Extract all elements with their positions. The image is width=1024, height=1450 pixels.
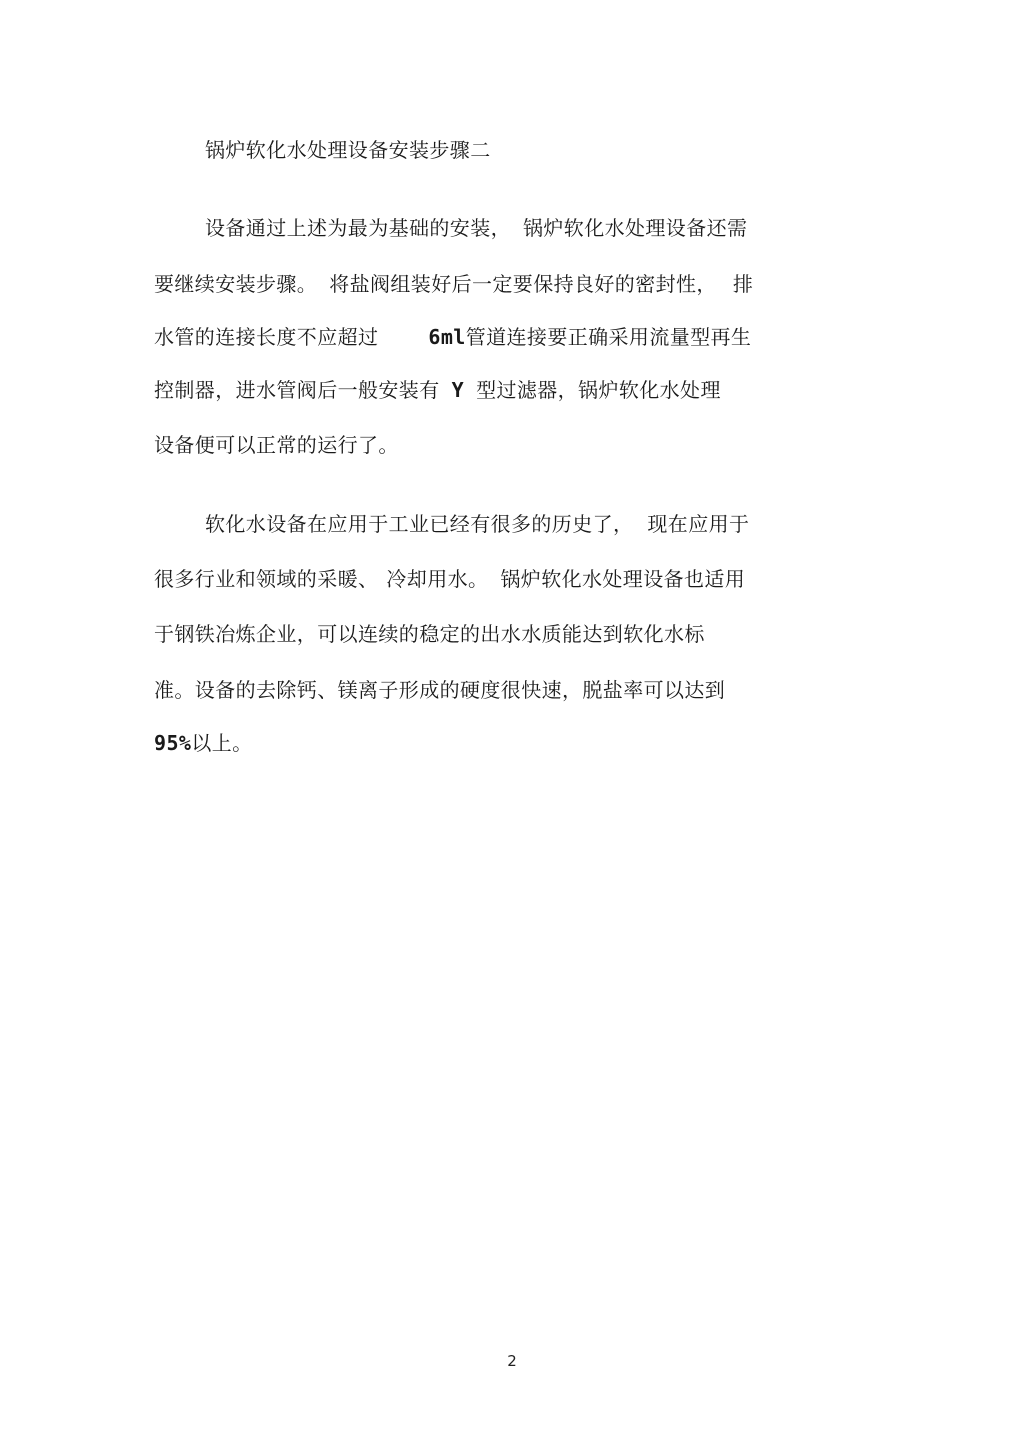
paragraph-1-line-3 xyxy=(154,324,751,350)
text-segment: 型过滤器，锅炉软化水处理 xyxy=(476,378,721,402)
text-segment: 排 xyxy=(732,272,754,296)
text-segment: 控制器，进水管阀后一般安装有 xyxy=(154,378,440,402)
text-segment: 软化水设备在应用于工业已经有很多的历史了， xyxy=(205,512,634,536)
text-segment: 准。设备的去除钙、镁离子形成的硬度很快速，脱盐率可以达到 xyxy=(154,678,726,702)
text-segment: 锅炉软化水处理设备也适用 xyxy=(500,567,746,591)
text-segment: 水管的连接长度不应超过 xyxy=(154,325,379,349)
text-segment: 设备便可以正常的运行了。 xyxy=(154,433,399,457)
text-segment-bold: 6ml xyxy=(428,325,466,349)
page-number: 2 xyxy=(507,1352,517,1370)
paragraph-1-line-4 xyxy=(154,377,721,403)
text-segment: 以上。 xyxy=(191,731,253,755)
text-segment: 冷却用水。 xyxy=(386,567,489,591)
paragraph-1-line-2 xyxy=(154,271,753,297)
paragraph-2-line-1 xyxy=(205,511,749,537)
text-segment-bold: 95% xyxy=(154,731,192,755)
paragraph-2-line-4 xyxy=(154,677,725,703)
text-segment: 设备通过上述为最为基础的安装， xyxy=(205,216,511,240)
text-segment: 于钢铁冶炼企业，可以连续的稳定的出水水质能达到软化水标 xyxy=(154,622,705,646)
text-segment: 将盐阀组装好后一定要保持良好的密封性， xyxy=(329,272,717,296)
document-title xyxy=(205,137,491,163)
paragraph-1-line-1 xyxy=(205,215,747,241)
paragraph-2-line-3 xyxy=(154,621,705,647)
paragraph-2-line-5 xyxy=(154,730,253,756)
text-segment: 现在应用于 xyxy=(647,512,750,536)
text-segment: 很多行业和领域的采暖、 xyxy=(154,567,379,591)
text-segment: 管道连接要正确采用流量型再生 xyxy=(465,325,752,349)
paragraph-2-line-2 xyxy=(154,566,745,592)
paragraph-1-line-5 xyxy=(154,432,399,458)
title-text: 锅炉软化水处理设备安装步骤二 xyxy=(205,138,491,162)
text-segment-bold: Y xyxy=(451,378,465,402)
text-segment: 锅炉软化水处理设备还需 xyxy=(523,216,748,240)
text-segment: 要继续安装步骤。 xyxy=(154,272,318,296)
